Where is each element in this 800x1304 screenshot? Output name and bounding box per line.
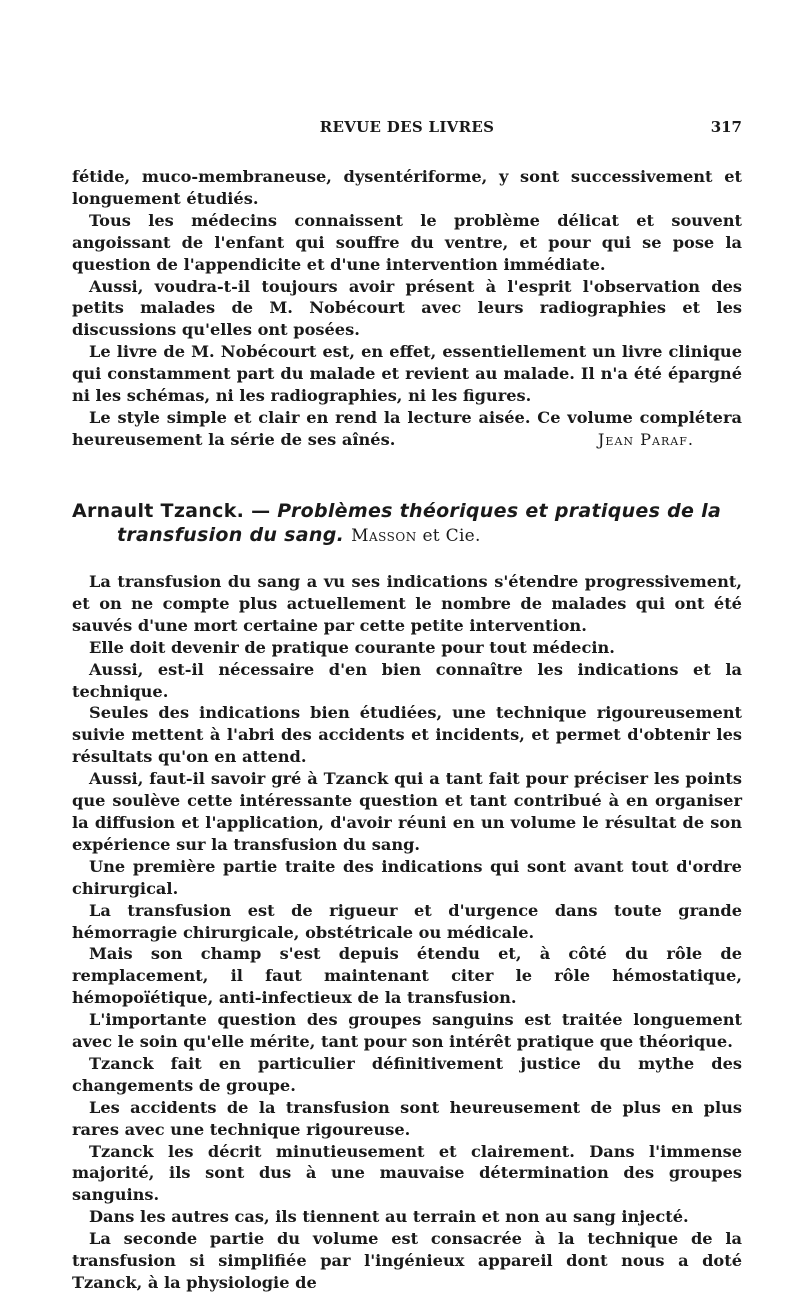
paragraph: Aussi, est-il nécessaire d'en bien connaître les indications et la technique. xyxy=(72,659,742,701)
paragraph-with-signature xyxy=(72,407,742,451)
paragraph: Aussi, voudra-t-il toujours avoir présent à l'esprit l'observation des petits malades de M. Nobécourt avec leurs radiographies et les discussions qu'elles ont posées. xyxy=(72,276,742,340)
running-title: REVUE DES LIVRES xyxy=(319,118,495,136)
book-title: Problèmes théoriques et pratiques de la transfusion du sang. xyxy=(117,500,722,546)
paragraph: Les accidents de la transfusion sont heureusement de plus en plus rares avec une technique rigoureuse. xyxy=(72,1097,742,1139)
paragraph: Le livre de M. Nobécourt est, en effet, essentiellement un livre clinique qui constamment part du malade et revient au malade. Il n'a été épargné ni les schémas, ni les radiographies, ni les figures. xyxy=(72,342,742,406)
paragraph: Tous les médecins connaissent le problème délicat et souvent angoissant de l'enfant qui souffre du ventre, et pour qui se pose la question de l'appendicite et d'une intervention immédiate. xyxy=(72,210,742,274)
running-head xyxy=(72,118,742,142)
paragraph: La transfusion du sang a vu ses indications s'étendre progressivement, et on ne compte plus actuellement le nombre de malades qui ont été sauvés d'une mort certaine par cette petite intervention. xyxy=(72,572,742,635)
previous-review-text xyxy=(72,166,742,451)
paragraph: Une première partie traite des indications qui sont avant tout d'ordre chirurgical. xyxy=(72,856,742,898)
heading-dash: — xyxy=(244,500,278,522)
paragraph: Tzanck fait en particulier définitivement justice du mythe des changements de groupe. xyxy=(72,1053,742,1095)
page-number: 317 xyxy=(710,118,742,136)
paragraph: La seconde partie du volume est consacrée à la technique de la transfusion si simplifiée par l'ingénieux appareil dont nous a doté Tzanck, à la physiologie de xyxy=(72,1229,742,1292)
paragraph-text: Le style simple et clair en rend la lecture aisée. Ce volume complétera heureusement la série de ses aînés. xyxy=(72,407,742,449)
paragraph: Dans les autres cas, ils tiennent au terrain et non au sang injecté. xyxy=(89,1207,689,1227)
publisher xyxy=(351,526,481,546)
paragraph: Aussi, faut-il savoir gré à Tzanck qui a tant fait pour préciser les points que soulève cette intéressante question et tant contribué à en organiser la diffusion et l'application, d'avoir réuni en un volume le résultat de son expérience sur la transfusion du sang. xyxy=(72,769,742,854)
paragraph: L'importante question des groupes sanguins est traitée longuement avec le soin qu'elle mérite, tant pour son intérêt pratique que théorique. xyxy=(72,1010,742,1052)
publisher-suffix: et Cie. xyxy=(422,526,481,546)
publisher-name: Masson xyxy=(351,526,417,546)
review-body xyxy=(72,571,742,1294)
paragraph: fétide, muco-membraneuse, dysentériforme, y sont successivement et longuement étudiés. xyxy=(72,167,742,208)
paragraph: Tzanck les décrit minutieusement et clairement. Dans l'immense majorité, ils sont dus à une mauvaise détermination des groupes sanguins. xyxy=(72,1141,742,1205)
reviewer-signature: Jean Paraf. xyxy=(597,429,694,449)
book-author: Arnault Tzanck. xyxy=(72,500,245,522)
paragraph: Mais son champ s'est depuis étendu et, à côté du rôle de remplacement, il faut maintenant citer le rôle hémostatique, hémopoïétique, anti-infectieux de la transfusion. xyxy=(72,944,742,1008)
paragraph: Elle doit devenir de pratique courante pour tout médecin. xyxy=(89,637,615,657)
review-heading xyxy=(72,499,787,548)
paragraph: La transfusion est de rigueur et d'urgence dans toute grande hémorragie chirurgicale, obstétricale ou médicale. xyxy=(72,900,742,942)
paragraph: Seules des indications bien étudiées, une technique rigoureusement suivie mettent à l'abri des accidents et incidents, et permet d'obtenir les résultats qu'on en attend. xyxy=(72,703,742,767)
